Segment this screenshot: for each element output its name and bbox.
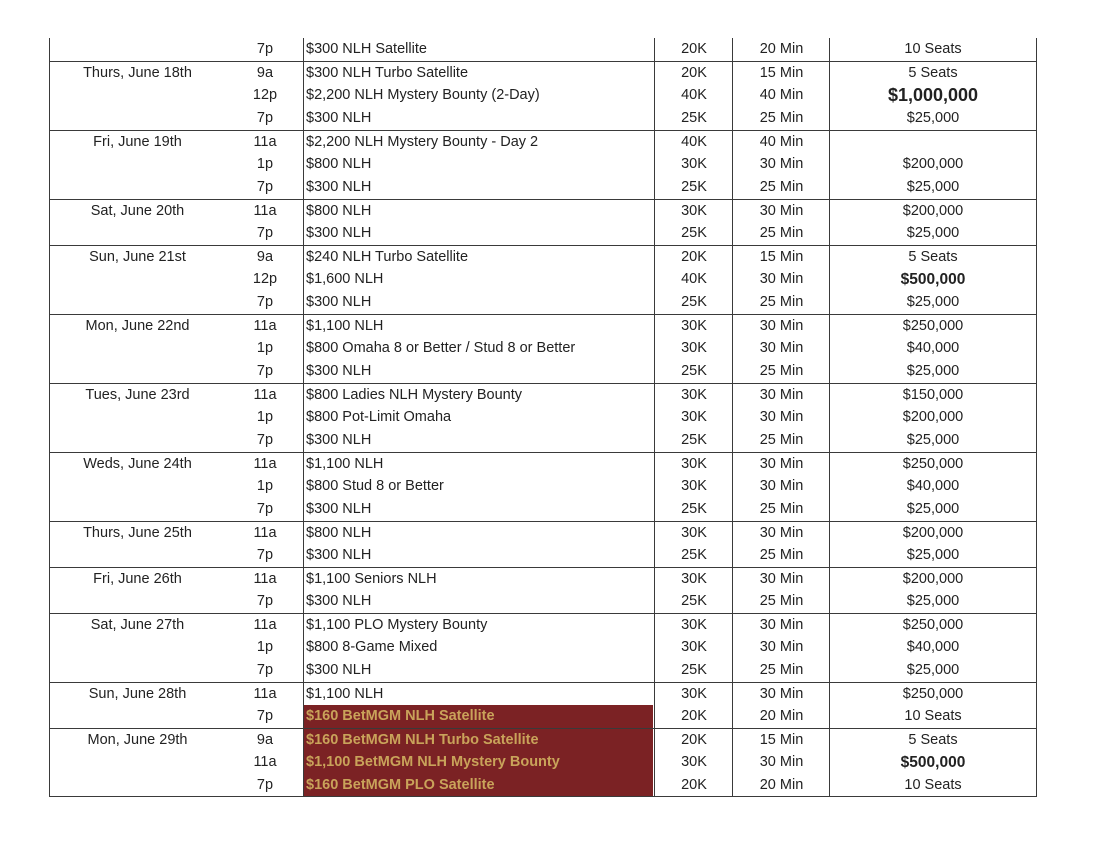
- prize-pool-cell: $25,000: [906, 432, 960, 448]
- event-cell: $160 BetMGM NLH Turbo Satellite: [304, 729, 653, 751]
- event-cell: $800 NLH: [306, 203, 372, 219]
- event-cell: $1,600 NLH: [306, 271, 384, 287]
- time-cell: 7p: [256, 501, 274, 517]
- time-cell: 9a: [256, 249, 274, 265]
- table-row: [49, 682, 1037, 705]
- prize-pool-cell: $500,000: [900, 271, 966, 288]
- starting-stack-cell: 25K: [681, 547, 707, 563]
- event-cell: $300 NLH: [306, 547, 372, 563]
- level-duration-cell: 25 Min: [759, 363, 804, 379]
- day-cell: [49, 544, 226, 567]
- schedule-table: [49, 38, 1037, 797]
- table-row: [49, 84, 1037, 107]
- level-duration-cell: 25 Min: [759, 593, 804, 609]
- level-duration-cell: 30 Min: [759, 478, 804, 494]
- event-cell: $300 NLH: [306, 179, 372, 195]
- event-cell: $1,100 BetMGM NLH Mystery Bounty: [304, 751, 653, 774]
- level-duration-cell: 30 Min: [759, 571, 804, 587]
- prize-pool-cell: $25,000: [906, 501, 960, 517]
- starting-stack-cell: 40K: [681, 134, 707, 150]
- time-cell: 11a: [253, 571, 277, 587]
- table-row: [49, 429, 1037, 452]
- starting-stack-cell: 30K: [681, 387, 707, 403]
- time-cell: 11a: [253, 525, 277, 541]
- level-duration-cell: 25 Min: [759, 110, 804, 126]
- starting-stack-cell: 40K: [681, 87, 707, 103]
- event-cell: $1,100 NLH: [306, 318, 384, 334]
- level-duration-cell: 25 Min: [759, 547, 804, 563]
- starting-stack-cell: 25K: [681, 225, 707, 241]
- table-row: [49, 291, 1037, 314]
- event-cell: $160 BetMGM PLO Satellite: [304, 774, 653, 796]
- prize-pool-cell: $25,000: [906, 363, 960, 379]
- table-row: [49, 613, 1037, 636]
- event-cell: $800 Ladies NLH Mystery Bounty: [306, 387, 522, 403]
- event-cell: $800 Omaha 8 or Better / Stud 8 or Better: [306, 340, 576, 356]
- level-duration-cell: 30 Min: [759, 617, 804, 633]
- table-row: [49, 222, 1037, 245]
- table-row: [49, 153, 1037, 176]
- table-row: [49, 751, 1037, 774]
- event-cell: $300 NLH: [306, 110, 372, 126]
- table-row: [49, 360, 1037, 383]
- level-duration-cell: 30 Min: [759, 639, 804, 655]
- event-cell: $300 NLH: [306, 662, 372, 678]
- day-cell: Weds, June 24th: [83, 456, 192, 472]
- time-cell: 11a: [253, 387, 277, 403]
- event-cell: $300 NLH Satellite: [306, 41, 427, 57]
- level-duration-cell: 40 Min: [759, 134, 804, 150]
- prize-pool-cell: $500,000: [900, 754, 966, 771]
- table-row: [49, 636, 1037, 659]
- day-cell: Thurs, June 18th: [83, 65, 192, 81]
- day-cell: [49, 498, 226, 521]
- event-cell: $300 NLH Turbo Satellite: [306, 65, 469, 81]
- starting-stack-cell: 25K: [681, 294, 707, 310]
- table-row: [49, 130, 1037, 153]
- event-cell: $300 NLH: [306, 363, 372, 379]
- time-cell: 7p: [256, 432, 274, 448]
- level-duration-cell: 15 Min: [759, 65, 804, 81]
- starting-stack-cell: 30K: [681, 318, 707, 334]
- day-cell: Fri, June 26th: [93, 571, 182, 587]
- prize-pool-cell: $1,000,000: [887, 85, 979, 105]
- time-cell: 1p: [256, 156, 274, 172]
- time-cell: 7p: [256, 547, 274, 563]
- table-row: [49, 61, 1037, 84]
- starting-stack-cell: 20K: [681, 777, 707, 793]
- table-row: [49, 383, 1037, 406]
- prize-pool-cell: [830, 131, 1036, 153]
- day-cell: Mon, June 29th: [87, 732, 188, 748]
- day-cell: [49, 337, 226, 360]
- starting-stack-cell: 30K: [681, 478, 707, 494]
- event-cell: $2,200 NLH Mystery Bounty - Day 2: [306, 134, 539, 150]
- starting-stack-cell: 25K: [681, 179, 707, 195]
- table-row: [49, 337, 1037, 360]
- time-cell: 11a: [253, 456, 277, 472]
- starting-stack-cell: 25K: [681, 432, 707, 448]
- event-cell: $300 NLH: [306, 225, 372, 241]
- table-row: [49, 475, 1037, 498]
- starting-stack-cell: 20K: [681, 65, 707, 81]
- time-cell: 11a: [253, 686, 277, 702]
- level-duration-cell: 30 Min: [759, 525, 804, 541]
- table-row: [49, 705, 1037, 728]
- level-duration-cell: 25 Min: [759, 501, 804, 517]
- table-row: [49, 498, 1037, 521]
- table-row: [49, 728, 1037, 751]
- time-cell: 1p: [256, 478, 274, 494]
- time-cell: 9a: [256, 732, 274, 748]
- time-cell: 12p: [252, 87, 278, 103]
- starting-stack-cell: 20K: [681, 708, 707, 724]
- prize-pool-cell: $40,000: [906, 340, 960, 356]
- day-cell: [49, 176, 226, 199]
- day-cell: [49, 475, 226, 498]
- starting-stack-cell: 30K: [681, 456, 707, 472]
- starting-stack-cell: 20K: [681, 732, 707, 748]
- time-cell: 7p: [256, 294, 274, 310]
- day-cell: [49, 774, 226, 796]
- level-duration-cell: 25 Min: [759, 662, 804, 678]
- table-row: [49, 544, 1037, 567]
- level-duration-cell: 25 Min: [759, 179, 804, 195]
- table-row: [49, 107, 1037, 130]
- prize-pool-cell: 5 Seats: [908, 732, 958, 748]
- level-duration-cell: 20 Min: [759, 708, 804, 724]
- time-cell: 11a: [253, 203, 277, 219]
- prize-pool-cell: $25,000: [906, 110, 960, 126]
- level-duration-cell: 20 Min: [759, 41, 804, 57]
- time-cell: 1p: [256, 409, 274, 425]
- event-cell: $300 NLH: [306, 593, 372, 609]
- prize-pool-cell: $200,000: [902, 409, 964, 425]
- day-cell: [49, 107, 226, 130]
- prize-pool-cell: 10 Seats: [904, 777, 962, 793]
- starting-stack-cell: 30K: [681, 525, 707, 541]
- prize-pool-cell: $250,000: [902, 617, 964, 633]
- table-row: [49, 774, 1037, 797]
- table-row: [49, 521, 1037, 544]
- time-cell: 1p: [256, 639, 274, 655]
- table-row: [49, 245, 1037, 268]
- event-cell: $1,100 NLH: [306, 686, 384, 702]
- day-cell: Mon, June 22nd: [85, 318, 190, 334]
- starting-stack-cell: 30K: [681, 754, 707, 770]
- starting-stack-cell: 20K: [681, 249, 707, 265]
- level-duration-cell: 30 Min: [759, 340, 804, 356]
- level-duration-cell: 25 Min: [759, 225, 804, 241]
- day-cell: Sat, June 20th: [90, 203, 185, 219]
- prize-pool-cell: $25,000: [906, 179, 960, 195]
- time-cell: 7p: [256, 179, 274, 195]
- level-duration-cell: 30 Min: [759, 318, 804, 334]
- event-cell: $800 NLH: [306, 156, 372, 172]
- day-cell: [49, 222, 226, 245]
- table-row: [49, 567, 1037, 590]
- day-cell: Sun, June 21st: [89, 249, 186, 265]
- starting-stack-cell: 25K: [681, 593, 707, 609]
- starting-stack-cell: 25K: [681, 501, 707, 517]
- prize-pool-cell: 5 Seats: [908, 65, 958, 81]
- level-duration-cell: 30 Min: [759, 203, 804, 219]
- time-cell: 11a: [253, 617, 277, 633]
- day-cell: [49, 751, 226, 774]
- prize-pool-cell: $150,000: [902, 387, 964, 403]
- level-duration-cell: 40 Min: [759, 87, 804, 103]
- event-cell: $800 8-Game Mixed: [306, 639, 438, 655]
- day-cell: [49, 406, 226, 429]
- table-row: [49, 268, 1037, 291]
- event-cell: $300 NLH: [306, 432, 372, 448]
- event-cell: $160 BetMGM NLH Satellite: [304, 705, 653, 728]
- level-duration-cell: 30 Min: [759, 686, 804, 702]
- event-cell: $300 NLH: [306, 501, 372, 517]
- prize-pool-cell: $250,000: [902, 456, 964, 472]
- day-cell: [49, 84, 226, 107]
- level-duration-cell: 30 Min: [759, 271, 804, 287]
- time-cell: 7p: [256, 110, 274, 126]
- prize-pool-cell: $40,000: [906, 639, 960, 655]
- level-duration-cell: 25 Min: [759, 432, 804, 448]
- level-duration-cell: 30 Min: [759, 387, 804, 403]
- prize-pool-cell: $200,000: [902, 203, 964, 219]
- starting-stack-cell: 30K: [681, 686, 707, 702]
- level-duration-cell: 20 Min: [759, 777, 804, 793]
- time-cell: 7p: [256, 225, 274, 241]
- level-duration-cell: 15 Min: [759, 249, 804, 265]
- day-cell: [49, 590, 226, 613]
- event-cell: $300 NLH: [306, 294, 372, 310]
- starting-stack-cell: 30K: [681, 203, 707, 219]
- time-cell: 7p: [256, 662, 274, 678]
- time-cell: 7p: [256, 777, 274, 793]
- time-cell: 7p: [256, 363, 274, 379]
- event-cell: $800 NLH: [306, 525, 372, 541]
- prize-pool-cell: 5 Seats: [908, 249, 958, 265]
- level-duration-cell: 30 Min: [759, 754, 804, 770]
- starting-stack-cell: 25K: [681, 110, 707, 126]
- event-cell: $800 Pot-Limit Omaha: [306, 409, 452, 425]
- prize-pool-cell: $200,000: [902, 156, 964, 172]
- table-row: [49, 176, 1037, 199]
- starting-stack-cell: 25K: [681, 662, 707, 678]
- starting-stack-cell: 40K: [681, 271, 707, 287]
- prize-pool-cell: $25,000: [906, 593, 960, 609]
- starting-stack-cell: 30K: [681, 340, 707, 356]
- starting-stack-cell: 30K: [681, 617, 707, 633]
- starting-stack-cell: 30K: [681, 409, 707, 425]
- level-duration-cell: 30 Min: [759, 409, 804, 425]
- table-row: [49, 406, 1037, 429]
- level-duration-cell: 25 Min: [759, 294, 804, 310]
- prize-pool-cell: $250,000: [902, 318, 964, 334]
- level-duration-cell: 30 Min: [759, 456, 804, 472]
- prize-pool-cell: 10 Seats: [904, 41, 962, 57]
- day-cell: [49, 291, 226, 314]
- prize-pool-cell: $40,000: [906, 478, 960, 494]
- level-duration-cell: 15 Min: [759, 732, 804, 748]
- table-row: [49, 38, 1037, 61]
- day-cell: [49, 268, 226, 291]
- day-cell: Tues, June 23rd: [85, 387, 190, 403]
- event-cell: $800 Stud 8 or Better: [306, 478, 444, 494]
- time-cell: 11a: [253, 134, 277, 150]
- starting-stack-cell: 30K: [681, 639, 707, 655]
- day-cell: Fri, June 19th: [93, 134, 182, 150]
- event-cell: $1,100 NLH: [306, 456, 384, 472]
- event-cell: $240 NLH Turbo Satellite: [306, 249, 469, 265]
- day-cell: [49, 38, 226, 61]
- prize-pool-cell: $250,000: [902, 686, 964, 702]
- event-cell: $2,200 NLH Mystery Bounty (2-Day): [306, 87, 540, 103]
- prize-pool-cell: $25,000: [906, 294, 960, 310]
- starting-stack-cell: 30K: [681, 571, 707, 587]
- event-cell: $1,100 PLO Mystery Bounty: [306, 617, 488, 633]
- starting-stack-cell: 25K: [681, 363, 707, 379]
- time-cell: 7p: [256, 41, 274, 57]
- day-cell: [49, 636, 226, 659]
- prize-pool-cell: $200,000: [902, 571, 964, 587]
- time-cell: 12p: [252, 271, 278, 287]
- prize-pool-cell: $25,000: [906, 662, 960, 678]
- day-cell: [49, 659, 226, 682]
- starting-stack-cell: 30K: [681, 156, 707, 172]
- prize-pool-cell: $25,000: [906, 225, 960, 241]
- prize-pool-cell: $200,000: [902, 525, 964, 541]
- starting-stack-cell: 20K: [681, 41, 707, 57]
- day-cell: [49, 429, 226, 452]
- day-cell: [49, 360, 226, 383]
- prize-pool-cell: $25,000: [906, 547, 960, 563]
- time-cell: 7p: [256, 593, 274, 609]
- prize-pool-cell: 10 Seats: [904, 708, 962, 724]
- table-row: [49, 314, 1037, 337]
- time-cell: 11a: [253, 754, 277, 770]
- level-duration-cell: 30 Min: [759, 156, 804, 172]
- time-cell: 7p: [256, 708, 274, 724]
- table-row: [49, 590, 1037, 613]
- time-cell: 9a: [256, 65, 274, 81]
- table-row: [49, 199, 1037, 222]
- day-cell: Thurs, June 25th: [83, 525, 192, 541]
- event-cell: $1,100 Seniors NLH: [306, 571, 437, 587]
- table-row: [49, 452, 1037, 475]
- table-row: [49, 659, 1037, 682]
- day-cell: Sun, June 28th: [88, 686, 187, 702]
- day-cell: [49, 705, 226, 728]
- time-cell: 1p: [256, 340, 274, 356]
- time-cell: 11a: [253, 318, 277, 334]
- day-cell: Sat, June 27th: [90, 617, 185, 633]
- day-cell: [49, 153, 226, 176]
